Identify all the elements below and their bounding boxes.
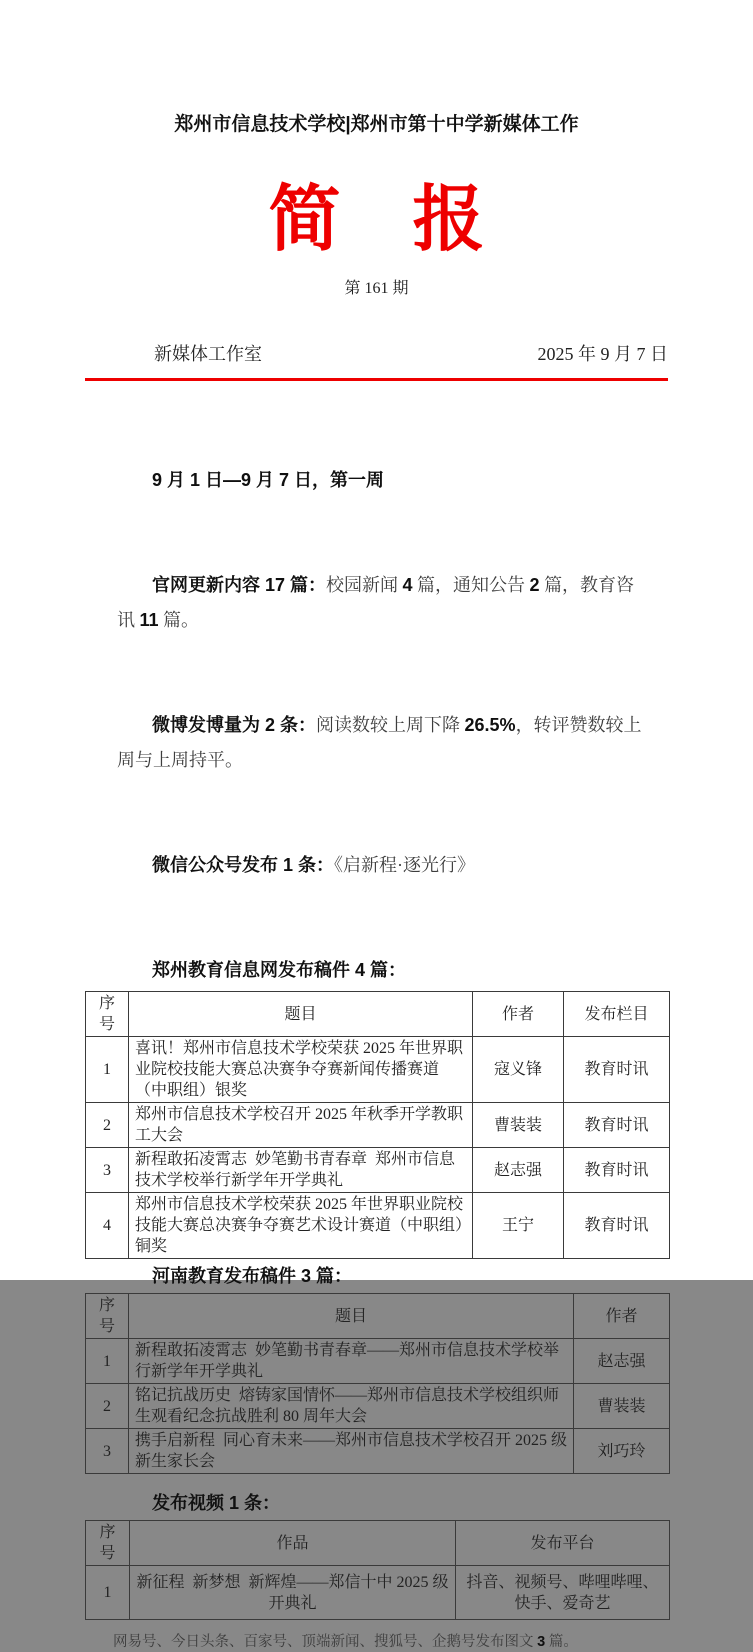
footer-text: 篇。 [545,1634,578,1650]
body-text [117,393,650,953]
cell-column: 教育时讯 [564,1037,670,1103]
section-heading-video: 发布视频 1 条： [152,1493,281,1513]
col-header-title: 题目 [129,1294,574,1339]
cell-author: 曹装装 [574,1384,670,1429]
cell-no: 2 [86,1103,129,1148]
cell-author: 曹装装 [473,1103,564,1148]
bulletin-title: 简 报 [268,180,485,260]
table-row [86,1037,670,1103]
cell-column: 教育时讯 [564,1103,670,1148]
cell-no: 2 [86,1384,129,1429]
cell-title: 新程敢拓凌霄志 妙笔勤书青春章——郑州市信息技术学校举行新学年开学典礼 [129,1339,574,1384]
col-header-work: 作品 [130,1521,456,1566]
table-row [86,1429,670,1474]
cell-no: 3 [86,1429,129,1474]
paragraph-weibo [117,708,650,778]
paragraph-website [117,568,650,638]
footer-count: 3 [537,1634,546,1650]
website-text: 篇，通知公告 [412,575,530,595]
section-heading-zhengzhou-edu: 郑州教育信息网发布稿件 4 篇： [152,960,407,980]
col-header-no: 序号 [86,1294,129,1339]
website-text: 校园新闻 [326,575,403,595]
col-header-author: 作者 [574,1294,670,1339]
cell-column: 教育时讯 [564,1193,670,1259]
cell-title: 新程敢拓凌霄志 妙笔勤书青春章 郑州市信息技术学校举行新学年开学典礼 [129,1148,473,1193]
cell-title: 喜讯！郑州市信息技术学校荣获 2025 年世界职业院校技能大赛总决赛争夺赛新闻传播赛道（中职组）银奖 [129,1037,473,1103]
cell-column: 教育时讯 [564,1148,670,1193]
cell-no: 1 [86,1037,129,1103]
week-range-text: 9 月 1 日—9 月 7 日，第一周 [152,470,385,490]
website-text: 篇，教育咨讯 [117,575,635,630]
col-header-no: 序号 [86,992,129,1037]
website-count-news: 4 [402,575,413,595]
table-header-row [86,1521,670,1566]
col-header-column: 发布栏目 [564,992,670,1037]
cell-no: 1 [86,1566,130,1620]
red-divider-rule [85,378,668,381]
footer-platforms-note [113,1632,668,1652]
website-count-notices: 2 [529,575,540,595]
cell-title: 铭记抗战历史 熔铸家国情怀——郑州市信息技术学校组织师生观看纪念抗战胜利 80 周年大会 [129,1384,574,1429]
table-row [86,1193,670,1259]
weibo-text: ，转评赞数较上周与上周持平。 [117,715,642,770]
paragraph-week [117,463,650,498]
table-row [86,1103,670,1148]
table-row [86,1339,670,1384]
website-count-info: 11 [139,610,159,630]
weibo-lead: 微博发博量为 2 条： [152,715,317,735]
zhengzhou-edu-table [85,991,670,1259]
cell-no: 1 [86,1339,129,1384]
cell-title: 郑州市信息技术学校荣获 2025 年世界职业院校技能大赛总决赛争夺赛艺术设计赛道（中职组）铜奖 [129,1193,473,1259]
col-header-author: 作者 [473,992,564,1037]
cell-work-title: 新征程 新梦想 新辉煌——郑信十中 2025 级开典礼 [130,1566,456,1620]
cell-title: 郑州市信息技术学校召开 2025 年秋季开学教职工大会 [129,1103,473,1148]
table-row [86,1148,670,1193]
table-row [86,1384,670,1429]
masthead [85,340,668,364]
footer-text: 网易号、今日头条、百家号、顶端新闻、搜狐号、企鹅号发布图文 [113,1634,538,1650]
video-table [85,1520,670,1620]
cell-platforms: 抖音、视频号、哔哩哔哩、快手、爱奇艺 [456,1566,670,1620]
cell-author: 赵志强 [574,1339,670,1384]
col-header-title: 题目 [129,992,473,1037]
col-header-no: 序号 [86,1521,130,1566]
cell-author: 王宁 [473,1193,564,1259]
office-name: 新媒体工作室 [154,344,262,364]
website-text: 篇。 [158,610,200,630]
table-row [86,1566,670,1620]
issue-number: 第 161 期 [344,280,409,297]
wechat-article-title: 《启新程·逐光行》 [334,855,476,875]
cell-no: 4 [86,1193,129,1259]
cell-author: 赵志强 [473,1148,564,1193]
cell-no: 3 [86,1148,129,1193]
cell-author: 寇义锋 [473,1037,564,1103]
table-header-row [86,992,670,1037]
paragraph-wechat [117,848,650,883]
weibo-text: 阅读数较上周下降 [316,715,465,735]
henan-edu-table [85,1293,670,1474]
issue-date: 2025 年 9 月 7 日 [537,344,668,364]
cell-title: 携手启新程 同心育未来——郑州市信息技术学校召开 2025 级新生家长会 [129,1429,574,1474]
col-header-platform: 发布平台 [456,1521,670,1566]
cell-author: 刘巧玲 [574,1429,670,1474]
table-header-row [86,1294,670,1339]
weibo-drop-percent: 26.5% [464,715,516,735]
wechat-lead: 微信公众号发布 1 条： [152,855,335,875]
section-heading-henan-edu: 河南教育发布稿件 3 篇： [152,1266,353,1286]
org-line: 郑州市信息技术学校|郑州市第十中学新媒体工作 [174,114,579,135]
website-lead: 官网更新内容 17 篇： [152,575,327,595]
